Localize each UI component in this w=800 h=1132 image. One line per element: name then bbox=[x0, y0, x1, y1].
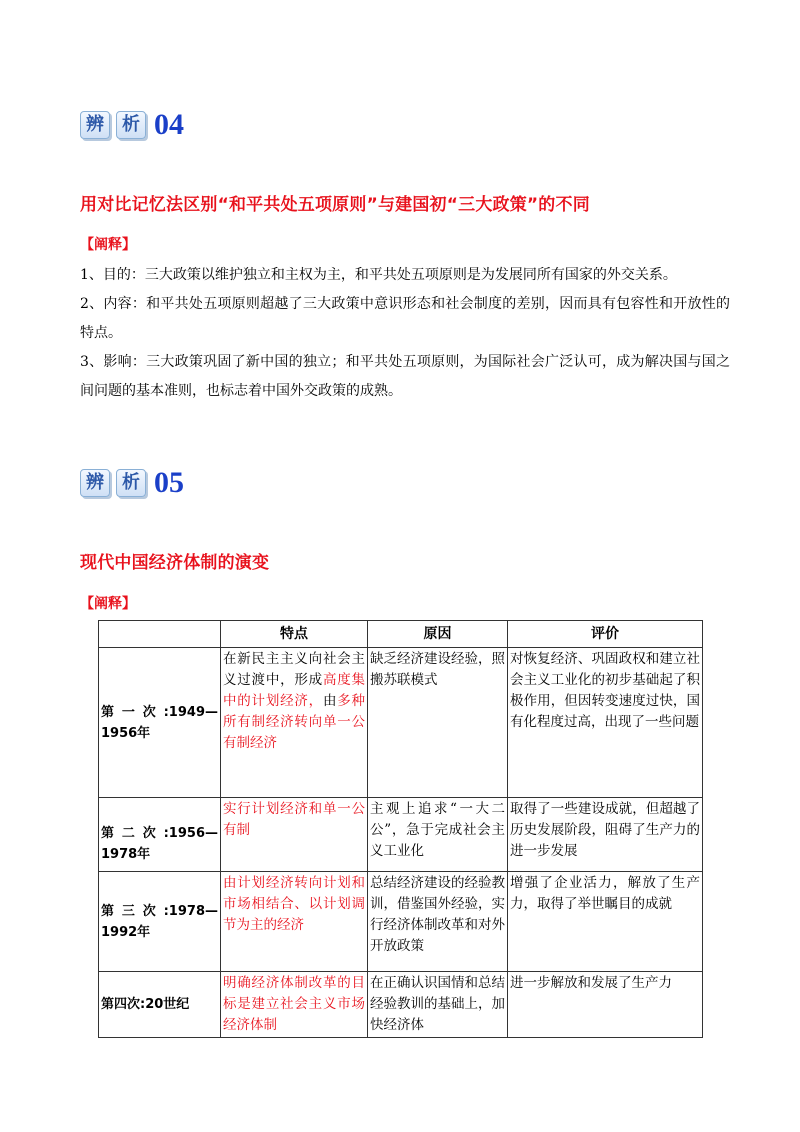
reason-cell: 主观上追求“一大二公”，急于完成社会主义工业化 bbox=[368, 798, 508, 872]
reason-cell: 缺乏经济建设经验，照搬苏联模式 bbox=[368, 648, 508, 798]
feature-cell: 实行计划经济和单一公有制 bbox=[221, 798, 368, 872]
table-row bbox=[99, 798, 703, 872]
section4-title: 用对比记忆法区别“和平共处五项原则”与建国初“三大政策”的不同 bbox=[80, 195, 590, 215]
section5-tag: 【阐释】 bbox=[80, 596, 136, 612]
section4-body bbox=[80, 261, 730, 406]
section4-badge bbox=[80, 110, 184, 140]
table-row bbox=[99, 872, 703, 972]
evaluation-cell: 取得了一些建设成就，但超越了历史发展阶段，阻碍了生产力的进一步发展 bbox=[508, 798, 703, 872]
badge-char-box: 析 bbox=[116, 469, 146, 497]
evaluation-cell: 进一步解放和发展了生产力 bbox=[508, 972, 703, 1038]
reason-cell: 总结经济建设的经验教训，借鉴国外经验，实行经济体制改革和对外开放政策 bbox=[368, 872, 508, 972]
feature-text: 由 bbox=[322, 693, 338, 709]
column-header: 评价 bbox=[508, 621, 703, 648]
section4-tag: 【阐释】 bbox=[80, 237, 136, 253]
feature-text: 在新民主主义向社会主义过渡中，形成 bbox=[223, 651, 365, 688]
badge-char-box: 析 bbox=[116, 111, 146, 139]
badge-char-box: 辨 bbox=[80, 111, 110, 139]
feature-highlight: 多种所有制经济转向单一公有制经济 bbox=[223, 693, 366, 751]
column-header: 特点 bbox=[221, 621, 368, 648]
paragraph: 1、目的：三大政策以维护独立和主权为主，和平共处五项原则是为发展同所有国家的外交关系。 bbox=[80, 267, 677, 283]
feature-cell bbox=[221, 648, 368, 798]
column-header: 原因 bbox=[368, 621, 508, 648]
paragraph: 2、内容：和平共处五项原则超越了三大政策中意识形态和社会制度的差别，因而具有包容性和开放性的特点。 bbox=[80, 296, 730, 341]
row-header: 第二次:1956—1978年 bbox=[99, 798, 221, 872]
section5-title: 现代中国经济体制的演变 bbox=[80, 553, 270, 573]
table-header-row bbox=[99, 621, 703, 648]
column-header bbox=[99, 621, 221, 648]
feature-cell: 由计划经济转向计划和市场相结合、以计划调节为主的经济 bbox=[221, 872, 368, 972]
badge-char-box: 辨 bbox=[80, 469, 110, 497]
table-row bbox=[99, 972, 703, 1038]
row-header: 第四次:20世纪 bbox=[99, 972, 221, 1038]
evaluation-cell: 对恢复经济、巩固政权和建立社会主义工业化的初步基础起了积极作用，但因转变速度过快，国有化程度过高，出现了一些问题 bbox=[508, 648, 703, 798]
paragraph: 3、影响：三大政策巩固了新中国的独立；和平共处五项原则，为国际社会广泛认可，成为解决国与国之间问题的基本准则，也标志着中国外交政策的成熟。 bbox=[80, 354, 730, 399]
economic-system-table bbox=[98, 620, 703, 1038]
row-header: 第一次:1949—1956年 bbox=[99, 648, 221, 798]
badge-number: 04 bbox=[154, 108, 184, 141]
feature-cell: 明确经济体制改革的目标是建立社会主义市场经济体制 bbox=[221, 972, 368, 1038]
evaluation-cell: 增强了企业活力，解放了生产力，取得了举世瞩目的成就 bbox=[508, 872, 703, 972]
section5-badge bbox=[80, 468, 184, 498]
badge-number: 05 bbox=[154, 466, 184, 499]
feature-highlight: 高度集中的计划经济， bbox=[223, 672, 366, 709]
reason-cell: 在正确认识国情和总结经验教训的基础上，加快经济体 bbox=[368, 972, 508, 1038]
row-header: 第三次:1978—1992年 bbox=[99, 872, 221, 972]
table-row bbox=[99, 648, 703, 798]
